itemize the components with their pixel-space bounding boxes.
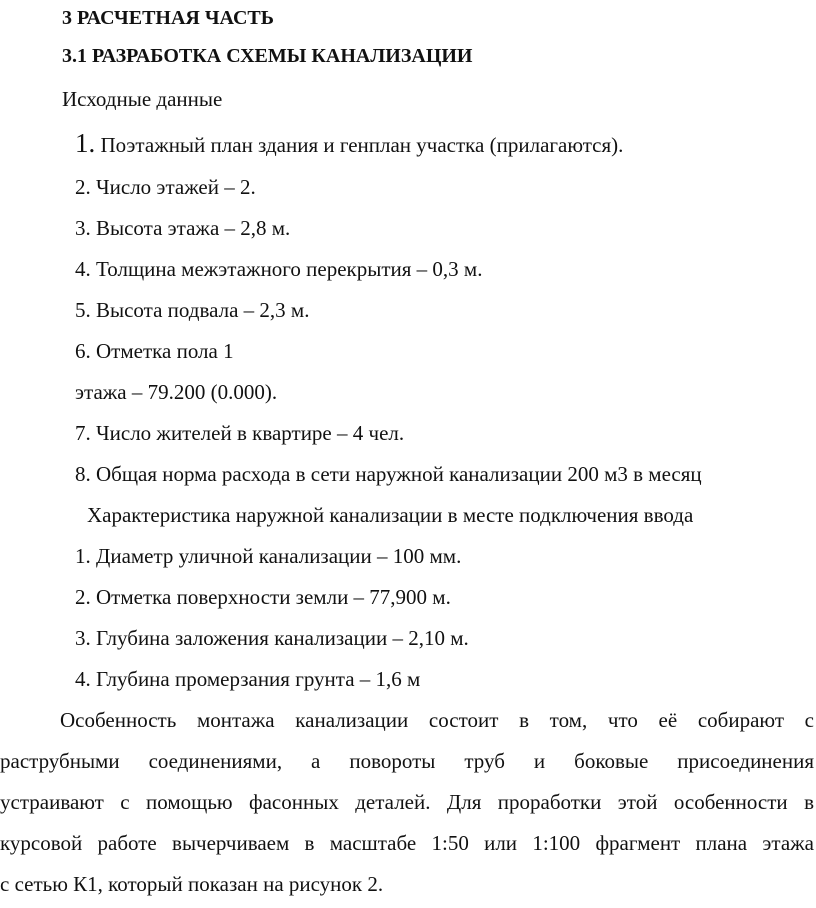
- external-item-3: 3. Глубина заложения канализации – 2,10 м.: [75, 626, 469, 650]
- external-sewer-title: Характеристика наружной канализации в месте подключения ввода: [87, 503, 694, 527]
- subsection-heading: 3.1 РАЗРАБОТКА СХЕМЫ КАНАЛИЗАЦИИ: [62, 45, 473, 67]
- source-data-title: Исходные данные: [62, 87, 223, 111]
- source-item-8: 8. Общая норма расхода в сети наружной канализации 200 м3 в месяц: [75, 462, 702, 486]
- source-item-6-continued: этажа – 79.200 (0.000).: [75, 380, 278, 404]
- paragraph-line-2: раструбными соединениями, а повороты труб и боковые присоединения: [0, 749, 814, 773]
- paragraph-line-1: Особенность монтажа канализации состоит в том, что её собирают с: [60, 708, 814, 732]
- source-item-6: 6. Отметка пола 1: [75, 339, 234, 363]
- source-item-1-text: Поэтажный план здания и генплан участка (прилагаются).: [95, 133, 624, 157]
- paragraph-line-3: устраивают с помощью фасонных деталей. Для проработки этой особенности в: [0, 790, 814, 814]
- source-item-1-number: 1.: [75, 128, 96, 158]
- section-heading: 3 РАСЧЕТНАЯ ЧАСТЬ: [62, 7, 274, 29]
- source-item-7: 7. Число жителей в квартире – 4 чел.: [75, 421, 405, 445]
- source-item-1: [75, 130, 623, 158]
- paragraph-line-5: с сетью К1, который показан на рисунок 2.: [0, 872, 384, 896]
- paragraph-line-4: курсовой работе вычерчиваем в масштабе 1:50 или 1:100 фрагмент плана этажа: [0, 831, 814, 855]
- external-item-1: 1. Диаметр уличной канализации – 100 мм.: [75, 544, 462, 568]
- source-item-5: 5. Высота подвала – 2,3 м.: [75, 298, 310, 322]
- external-item-4: 4. Глубина промерзания грунта – 1,6 м: [75, 667, 421, 691]
- source-item-2: 2. Число этажей – 2.: [75, 175, 256, 199]
- source-item-4: 4. Толщина межэтажного перекрытия – 0,3 м.: [75, 257, 483, 281]
- source-item-3: 3. Высота этажа – 2,8 м.: [75, 216, 291, 240]
- external-item-2: 2. Отметка поверхности земли – 77,900 м.: [75, 585, 451, 609]
